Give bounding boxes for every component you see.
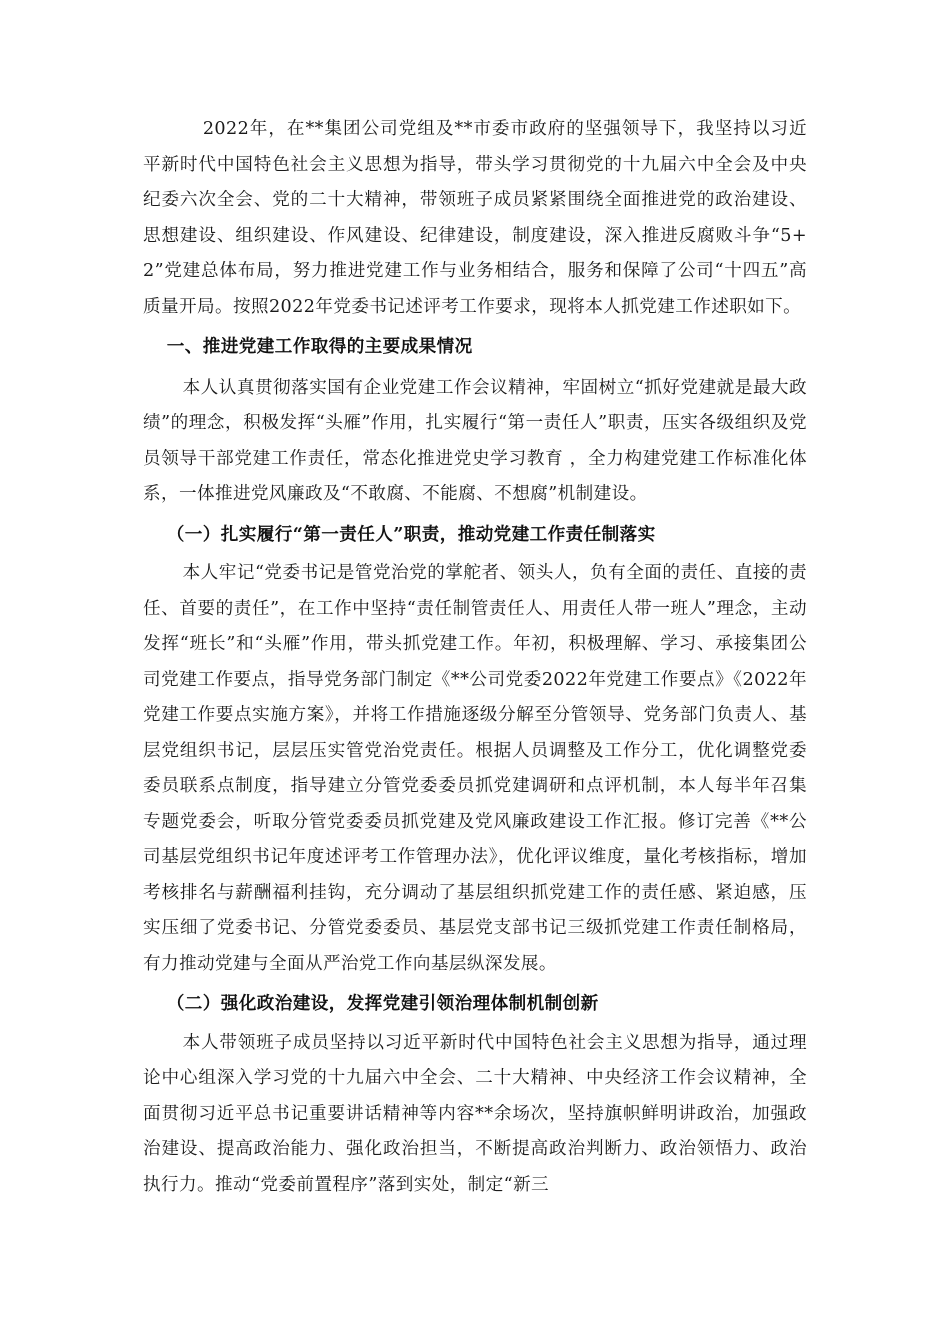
intro-paragraph: 2022年，在**集团公司党组及**市委市政府的坚强领导下，我坚持以习近平新时代中国特色社会主义思想为指导，带头学习贯彻党的十九届六中全会及中央纪委六次全会、党的二十大精神，带领班子成员紧紧围绕全面推进党的政治建设、思想建设、组织建设、作风建设、纪律建设，制度建设，深入推进反腐败斗争“5+2”党建总体布局，努力推进党建工作与业务相结合，服务和保障了公司“十四五”高质量开局。按照2022年党委书记述评考工作要求，现将本人抓党建工作述职如下。 [143, 119, 807, 317]
subsection-heading-1: （一）扎实履行“第一责任人”职责，推动党建工作责任制落实 [166, 523, 656, 545]
subsection-heading-2: （二）强化政治建设，发挥党建引领治理体制机制创新 [166, 993, 599, 1014]
section-1-paragraph: 本人认真贯彻落实国有企业党建工作会议精神，牢固树立“抓好党建就是最大政绩”的理念，积极发挥“头雁”作用，扎实履行“第一责任人”职责，压实各级组织及党员领导干部党建工作责任，常态化推进党史学习教育 ，全力构建党建工作标准化体系，一体推进党风廉政及“不敢腐、不能腐、不想腐”机制建设。 [143, 377, 807, 504]
subsection-2-paragraph: 本人带领班子成员坚持以习近平新时代中国特色社会主义思想为指导，通过理论中心组深入学习党的十九届六中全会、二十大精神、中央经济工作会议精神，全面贯彻习近平总书记重要讲话精神等内容**余场次，坚持旗帜鲜明讲政治，加强政治建设、提高政治能力、强化政治担当，不断提高政治判断力、政治领悟力、政治执行力。推动“党委前置程序”落到实处，制定“新三 [143, 1032, 807, 1195]
subsection-1-paragraph: 本人牢记“党委书记是管党治党的掌舵者、领头人，负有全面的责任、直接的责任、首要的责任”，在工作中坚持“责任制管责任人、用责任人带一班人”理念，主动发挥“班长”和“头雁”作用，带头抓党建工作。年初，积极理解、学习、承接集团公司党建工作要点，指导党务部门制定《**公司党委2022年党建工作要点》《2022年党建工作要点实施方案》，并将工作措施逐级分解至分管领导、党务部门负责人、基层党组织书记，层层压实管党治党责任。根据人员调整及工作分工，优化调整党委委员联系点制度，指导建立分管党委委员抓党建调研和点评机制，本人每半年召集专题党委会，听取分管党委委员抓党建及党风廉政建设工作汇报。修订完善《**公司基层党组织书记年度述评考工作管理办法》，优化评议维度，量化考核指标，增加考核排名与薪酬福利挂钩，充分调动了基层组织抓党建工作的责任感、紧迫感，压实压细了党委书记、分管党委委员、基层党支部书记三级抓党建工作责任制格局，有力推动党建与全面从严治党工作向基层纵深发展。 [143, 563, 807, 974]
document-body [143, 112, 807, 1203]
section-heading-1: 一、推进党建工作取得的主要成果情况 [166, 336, 473, 357]
